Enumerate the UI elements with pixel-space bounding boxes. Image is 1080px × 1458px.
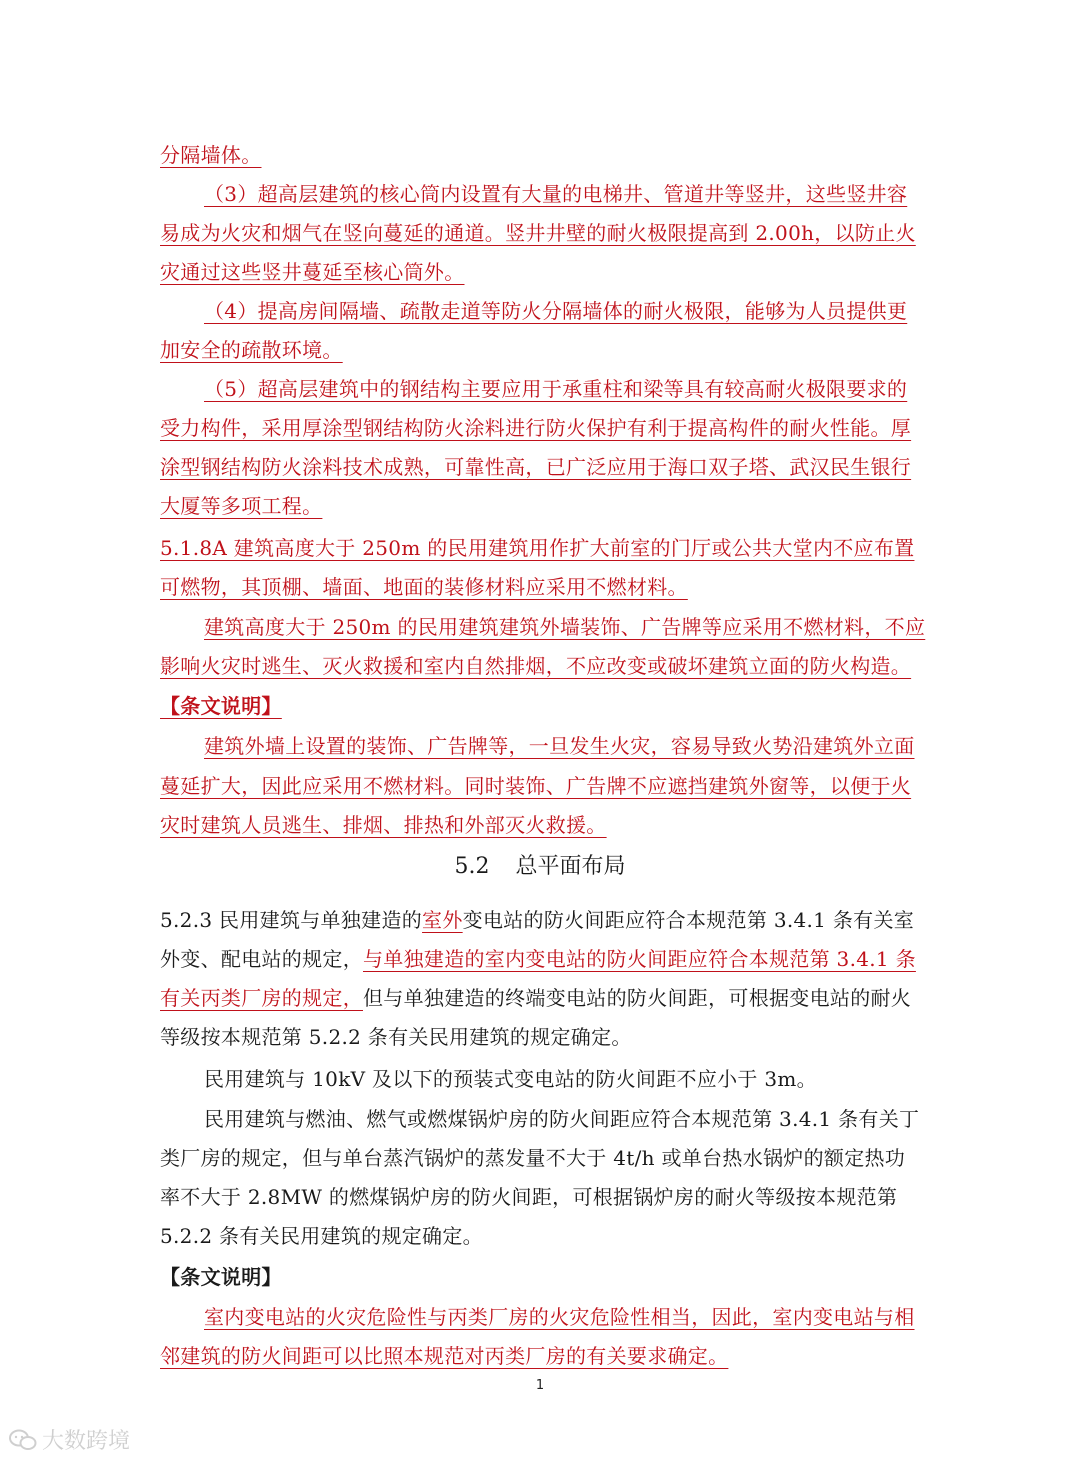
clause-5-2-3-line: [160, 907, 914, 935]
text-line: 易成为火灾和烟气在竖向蔓延的通道。竖井井壁的耐火极限提高到 2.00h，以防止火: [160, 221, 916, 245]
text-line: 灾通过这些竖井蔓延至核心筒外。: [160, 260, 465, 284]
text-line: 分隔墙体。: [160, 143, 262, 167]
text-line: 灾时建筑人员逃生、排烟、排热和外部灭火救援。: [160, 813, 607, 837]
revised-span: 与单独建造的室内变电站的防火间距应符合本规范第 3.4.1 条: [363, 947, 916, 971]
text-line: 蔓延扩大，因此应采用不燃材料。同时装饰、广告牌不应遮挡建筑外窗等，以便于火: [160, 774, 912, 798]
text-line: 民用建筑与 10kV 及以下的预装式变电站的防火间距不应小于 3m。: [204, 1067, 817, 1091]
text-span: 5.2.3 民用建筑与单独建造的: [160, 908, 423, 932]
text-line: 邻建筑的防火间距可以比照本规范对丙类厂房的有关要求确定。: [160, 1344, 729, 1368]
text-line: 率不大于 2.8MW 的燃煤锅炉房的防火间距，可根据锅炉房的耐火等级按本规范第: [160, 1185, 898, 1209]
text-line: （5）超高层建筑中的钢结构主要应用于承重柱和梁等具有较高耐火极限要求的: [204, 377, 908, 401]
clause-explanation-label: 【条文说明】: [160, 694, 282, 718]
revised-span: 室外: [422, 908, 463, 932]
clause-5-2-3-line: [160, 985, 911, 1013]
text-line: 等级按本规范第 5.2.2 条有关民用建筑的规定确定。: [160, 1025, 632, 1049]
text-span: 变电站的防火间距应符合本规范第 3.4.1 条有关室: [462, 908, 915, 932]
text-line: 5.2.2 条有关民用建筑的规定确定。: [160, 1224, 483, 1248]
wechat-logo-icon: [8, 1427, 38, 1453]
text-line: （3）超高层建筑的核心筒内设置有大量的电梯井、管道井等竖井，这些竖井容: [204, 182, 908, 206]
text-line: 民用建筑与燃油、燃气或燃煤锅炉房的防火间距应符合本规范第 3.4.1 条有关丁: [204, 1107, 920, 1131]
revised-span: 有关丙类厂房的规定，: [160, 986, 363, 1010]
text-line: 可燃物，其顶棚、墙面、地面的装修材料应采用不燃材料。: [160, 575, 688, 599]
section-title: 总平面布局: [515, 854, 626, 879]
clause-5-1-8a: 5.1.8A 建筑高度大于 250m 的民用建筑用作扩大前室的门厅或公共大堂内不应布置: [160, 536, 915, 560]
watermark-text: 大数跨境: [42, 1429, 131, 1454]
text-line: 大厦等多项工程。: [160, 494, 323, 518]
clause-explanation-label: 【条文说明】: [160, 1265, 282, 1289]
text-line: 类厂房的规定，但与单台蒸汽锅炉的蒸发量不大于 4t/h 或单台热水锅炉的额定热功: [160, 1146, 906, 1170]
text-line: 受力构件，采用厚涂型钢结构防火涂料进行防火保护有利于提高构件的耐火性能。厚: [160, 416, 912, 440]
text-line: 建筑外墙上设置的装饰、广告牌等，一旦发生火灾，容易导致火势沿建筑外立面: [204, 734, 915, 758]
text-line: 室内变电站的火灾危险性与丙类厂房的火灾危险性相当，因此，室内变电站与相: [204, 1305, 915, 1329]
page-number: 1: [535, 1378, 545, 1393]
text-span: 外变、配电站的规定，: [160, 947, 363, 971]
section-heading: [0, 852, 1080, 882]
clause-5-2-3-line: [160, 946, 916, 974]
text-line: （4）提高房间隔墙、疏散走道等防火分隔墙体的耐火极限，能够为人员提供更: [204, 299, 908, 323]
text-line: 影响火灾时逃生、灭火救援和室内自然排烟，不应改变或破坏建筑立面的防火构造。: [160, 654, 912, 678]
section-number: 5.2: [454, 854, 490, 879]
watermark: [8, 1424, 130, 1455]
text-line: 建筑高度大于 250m 的民用建筑建筑外墙装饰、广告牌等应采用不燃材料，不应: [204, 615, 926, 639]
text-line: 加安全的疏散环境。: [160, 338, 343, 362]
text-line: 涂型钢结构防火涂料技术成熟，可靠性高，已广泛应用于海口双子塔、武汉民生银行: [160, 455, 912, 479]
text-span: 但与单独建造的终端变电站的防火间距，可根据变电站的耐火: [363, 986, 912, 1010]
